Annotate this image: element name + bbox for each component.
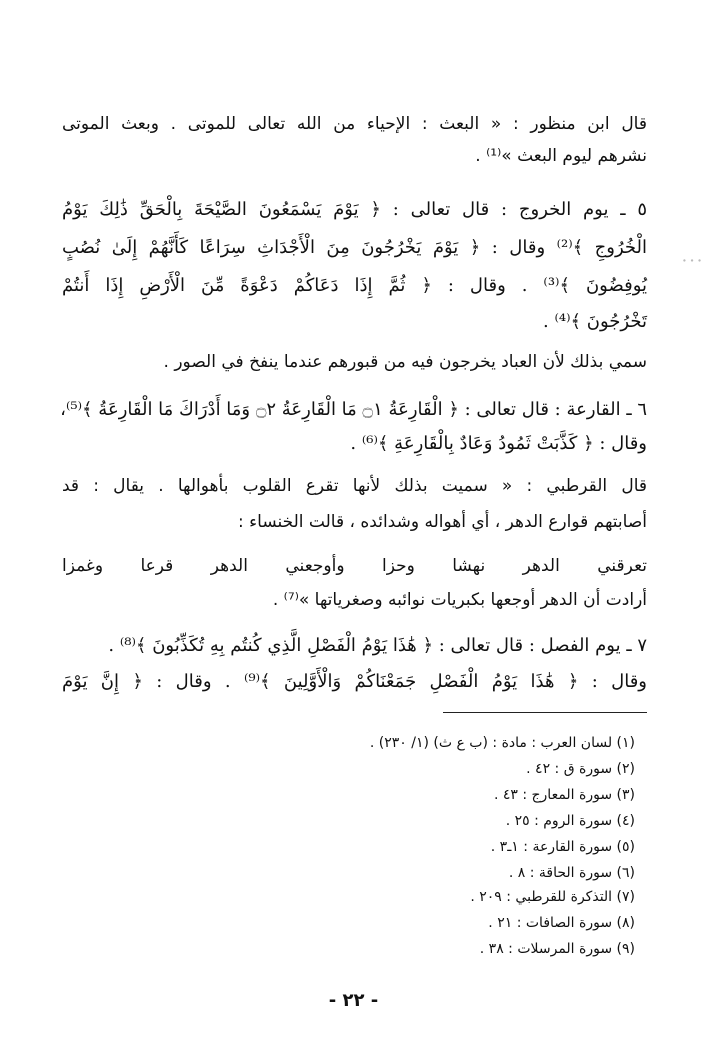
text-line: أصابتهم قوارع الدهر ، أي أهواله وشدائده ، قالت الخنساء : — [238, 512, 647, 532]
footnote: (٧) التذكرة للقرطبي : ٢٠٩ . — [470, 889, 635, 905]
footnote-divider — [443, 712, 647, 713]
footnote: (٥) سورة القارعة : ١ـ٣ . — [490, 839, 635, 855]
text-line-2: نشرهم ليوم البعث »⁽¹⁾ . — [475, 146, 647, 166]
page-number: - ٢٢ - — [328, 990, 379, 1011]
verse-line: وقال : ﴿ كَذَّبَتْ ثَمُودُ وَعَادٌ بِالْقَارِعَةِ ﴾⁽⁶⁾ . — [350, 433, 647, 454]
verse-line: وقال : ﴿ هَٰذَا يَوْمُ الْفَصْلِ جَمَعْنَاكُمْ وَالْأَوَّلِينَ ﴾⁽⁹⁾ . وقال : ﴿ إِنَّ يَوْمَ — [62, 671, 647, 692]
section-5-heading-line: ٥ ـ يوم الخروج : قال تعالى : ﴿ يَوْمَ يَسْمَعُونَ الصَّيْحَةَ بِالْحَقِّ ذَٰلِكَ يَوْمُ — [62, 199, 647, 220]
text-line: قال القرطبي : « سميت بذلك لأنها تقرع القلوب بأهوالها . يقال : قد — [62, 476, 647, 496]
text-line-1: قال ابن منظور : « البعث : الإحياء من الله تعالى للموتى . وبعث الموتى — [62, 114, 647, 134]
footnote: (٩) سورة المرسلات : ٣٨ . — [479, 941, 635, 957]
footnote: (٦) سورة الحاقة : ٨ . — [508, 865, 635, 881]
verse-line: يُوفِضُونَ ﴾⁽³⁾ . وقال : ﴿ ثُمَّ إِذَا دَعَاكُمْ دَعْوَةً مِّنَ الْأَرْضِ إِذَا أَنتُمْ — [62, 275, 648, 296]
text-line: سمي بذلك لأن العباد يخرجون فيه من قبورهم عندما ينفخ في الصور . — [163, 352, 647, 372]
footnote: (١) لسان العرب : مادة : (ب ع ث) (١/ ٢٣٠) . — [369, 735, 635, 751]
footnote: (٤) سورة الروم : ٢٥ . — [505, 813, 635, 829]
verse-line: تَخْرُجُونَ ﴾⁽⁴⁾ . — [543, 311, 647, 332]
footnote: (٣) سورة المعارج : ٤٣ . — [493, 787, 635, 803]
text-line: أرادت أن الدهر أوجعها بكبريات نوائبه وصغرياتها »⁽⁷⁾ . — [272, 590, 647, 610]
section-7-heading-line: ٧ ـ يوم الفصل : قال تعالى : ﴿ هَٰذَا يَوْمُ الْفَصْلِ الَّذِي كُنتُم بِهِ تُكَذِّبُونَ ﴾⁽⁸⁾ . — [108, 635, 647, 656]
verse-line: الْخُرُوجِ ﴾⁽²⁾ وقال : ﴿ يَوْمَ يَخْرُجُونَ مِنَ الْأَجْدَاثِ سِرَاعًا كَأَنَّهُمْ إِلَىٰ نُصُبٍ — [62, 237, 648, 258]
poetry-line: تعرقني الدهر نهشا وحزا وأوجعني الدهر قرعا وغمزا — [62, 556, 647, 576]
footnote: (٨) سورة الصافات : ٢١ . — [488, 915, 635, 931]
footnote: (٢) سورة ق : ٤٢ . — [526, 761, 635, 777]
scan-speck: ∙ ∙ ∙ — [681, 256, 702, 265]
section-6-heading-line: ٦ ـ القارعة : قال تعالى : ﴿ الْقَارِعَةُ ۝١ مَا الْقَارِعَةُ ۝٢ وَمَا أَدْرَاكَ مَا الْقَارِعَةُ ﴾⁽⁵⁾، — [60, 399, 647, 420]
